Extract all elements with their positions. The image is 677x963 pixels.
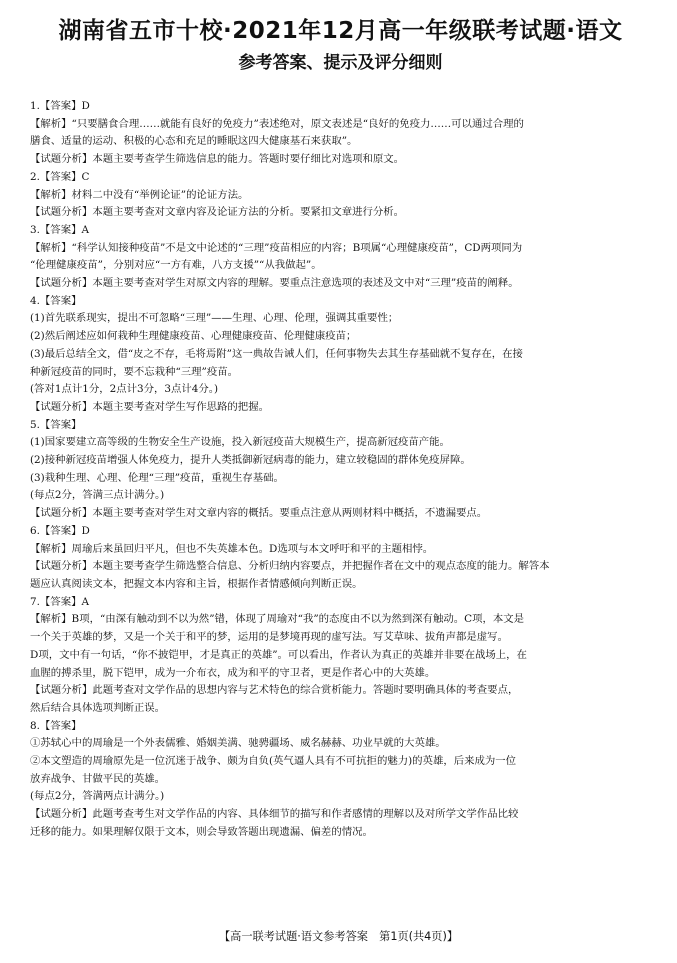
analysis-line: 【试题分析】本题主要考查对学生写作思路的把握。: [30, 400, 269, 413]
analysis-line: (2)接种新冠疫苗增强人体免疫力，提升人类抵御新冠病毒的能力，建立较稳固的群体免疫屏障。: [30, 454, 471, 467]
answer-line: 7.【答案】A: [30, 595, 89, 608]
question-2: [30, 169, 651, 222]
question-3: [30, 222, 651, 293]
analysis-line: (1)首先联系现实，提出不可忽略“三理”——生理、心理、伦理，强调其重要性；: [30, 312, 399, 325]
analysis-line: 放弃战争、甘做平民的英雄。: [30, 772, 166, 785]
question-4: [30, 293, 651, 417]
answer-line: 4.【答案】: [30, 294, 82, 307]
answer-line: 1.【答案】D: [30, 100, 90, 112]
analysis-line: D项，文中有一句话，“你不披铠甲，才是真正的英雄”。可以看出，作者认为真正的英雄并非要在战场上，在: [30, 648, 527, 661]
answer-line: 2.【答案】C: [30, 170, 90, 183]
analysis-line: 【试题分析】本题主要考查对学生对原文内容的理解。要重点注意选项的表述及文中对“三理”疫苗的阐释。: [30, 277, 519, 290]
analysis-line: 【解析】“科学认知接种疫苗”不是文中论述的“三理”疫苗相应的内容；B项属“心理健康疫苗”，CD两项同为: [30, 241, 523, 254]
question-7: [30, 594, 651, 718]
analysis-line: (1)国家要建立高等级的生物安全生产设施，投入新冠疫苗大规模生产，提高新冠疫苗产能。: [30, 436, 450, 449]
page-footer: 【高一联考试题·语文参考答案 第1页(共4页)】: [218, 930, 459, 943]
analysis-line: 【试题分析】本题主要考查学生筛选信息的能力。答题时要仔细比对选项和原文。: [30, 153, 405, 166]
answer-list: [30, 98, 651, 842]
answer-line: 3.【答案】A: [30, 223, 89, 236]
analysis-line: ②本文塑造的周瑜原先是一位沉迷于战争、颇为自负(英气逼人具有不可抗拒的魅力)的英雄，后来成为一位: [30, 755, 517, 768]
analysis-line: 膳食、适量的运动、积极的心态和充足的睡眠这四大健康基石来获取”。: [30, 135, 358, 148]
analysis-line: 【试题分析】本题主要考查对学生对文章内容的概括。要重点注意从两则材料中概括，不遗漏要点。: [30, 507, 488, 520]
analysis-line: 【解析】材料二中没有“举例论证”的论证方法。: [30, 188, 249, 201]
analysis-line: 一个关于英雄的梦，又是一个关于和平的梦，运用的是梦境再现的虚写法。写艾草味、拔角声都是虚写。: [30, 631, 508, 644]
question-8: [30, 718, 651, 842]
analysis-line: 题应认真阅读文本，把握文本内容和主旨，根据作者情感倾向判断正误。: [30, 577, 363, 590]
analysis-line: “伦理健康疫苗”，分别对应“一方有难，八方支援”“从我做起”。: [30, 259, 322, 272]
analysis-line: 【试题分析】本题主要考查学生筛选整合信息、分析归纳内容要点，并把握作者在文中的观点态度的能力。解答本: [30, 560, 550, 573]
analysis-line: (答对1点计1分，2点计3分，3点计4分。): [30, 383, 219, 396]
analysis-line: 【解析】“只要膳食合理……就能有良好的免疫力”表述绝对，原文表述是“良好的免疫力……可以通过合理的: [30, 117, 524, 130]
analysis-line: 然后结合具体选项判断正误。: [30, 701, 166, 714]
question-1: [30, 98, 651, 169]
question-5: [30, 417, 651, 523]
analysis-line: ①苏轼心中的周瑜是一个外表儒雅、婚姻美满、驰骋疆场、威名赫赫、功业早就的大英雄。: [30, 737, 446, 750]
analysis-line: 【解析】周瑜后来虽回归平凡，但也不失英雄本色。D选项与本文呼吁和平的主题相悖。: [30, 542, 434, 555]
analysis-line: 迁移的能力。如果理解仅限于文本，则会导致答题出现遗漏、偏差的情况。: [30, 825, 373, 838]
analysis-line: 【解析】B项，“由深有触动到不以为然”错，体现了周瑜对“我”的态度由不以为然到深有触动。C项，本文是: [30, 613, 525, 626]
analysis-line: (3)最后总结全文，借“皮之不存，毛将焉附”这一典故告诫人们，任何事物失去其生存基础就不复存在，在接: [30, 347, 523, 360]
analysis-line: 【试题分析】本题主要考查对文章内容及论证方法的分析。要紧扣文章进行分析。: [30, 206, 405, 219]
answer-line: 5.【答案】: [30, 418, 82, 431]
analysis-line: (每点2分，答满两点计满分。): [30, 790, 165, 803]
analysis-line: 血腥的搏杀里，脱下铠甲，成为一介布衣，成为和平的守卫者，更是作者心中的大英雄。: [30, 666, 436, 679]
analysis-line: (3)栽种生理、心理、伦理“三理”疫苗，重视生存基础。: [30, 471, 284, 484]
answer-line: 8.【答案】: [30, 719, 82, 732]
analysis-line: 【试题分析】此题考查对文学作品的思想内容与艺术特色的综合赏析能力。答题时要明确具体的考查要点，: [30, 684, 519, 697]
analysis-line: 【试题分析】此题考查考生对文学作品的内容、具体细节的描写和作者感情的理解以及对所学文学作品比较: [30, 808, 519, 821]
question-6: [30, 523, 651, 594]
page-title: 湖南省五市十校·2021年12月高一年级联考试题·语文: [58, 18, 623, 44]
page-subtitle: 参考答案、提示及评分细则: [238, 53, 443, 73]
analysis-line: (每点2分，答满三点计满分。): [30, 489, 165, 502]
analysis-line: 种新冠疫苗的同时，要不忘栽种“三理”疫苗。: [30, 365, 239, 378]
analysis-line: (2)然后阐述应如何栽种生理健康疫苗、心理健康疫苗、伦理健康疫苗；: [30, 330, 357, 343]
answer-line: 6.【答案】D: [30, 524, 90, 537]
